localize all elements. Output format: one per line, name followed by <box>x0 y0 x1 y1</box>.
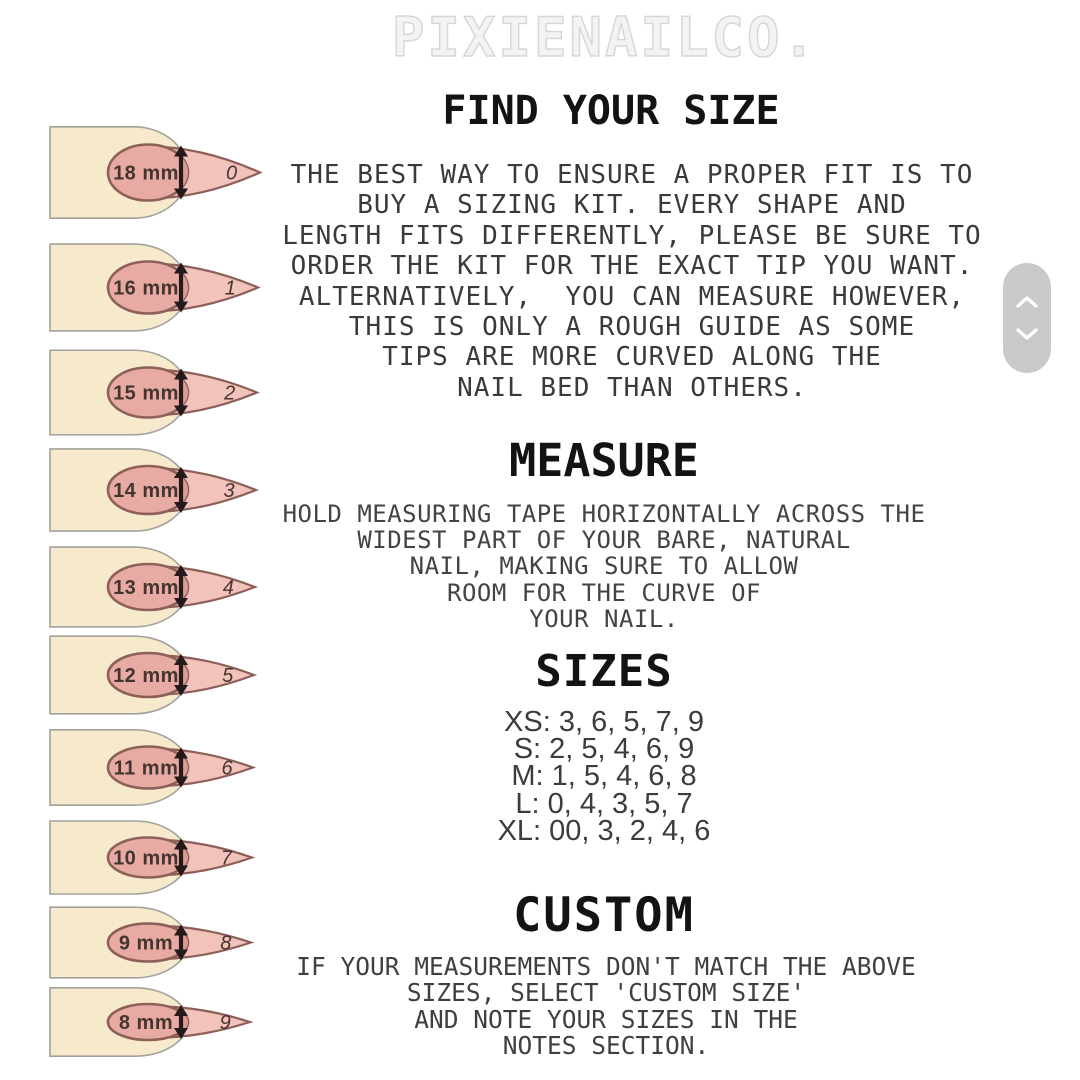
nail-row <box>42 121 282 224</box>
nail-row <box>42 724 282 811</box>
nail-width-label: 8 mm <box>118 1012 174 1034</box>
custom-line: IF YOUR MEASUREMENTS DON'T MATCH THE ABOVE <box>296 952 916 981</box>
nail-size-number: 2 <box>224 382 236 404</box>
nail-row <box>42 344 282 441</box>
nail-illustration <box>42 901 282 984</box>
nail-illustration <box>42 344 282 441</box>
intro-line: THIS IS ONLY A ROUGH GUIDE AS SOME <box>348 312 916 343</box>
nail-width-label: 13 mm <box>113 577 179 599</box>
nail-row <box>42 541 282 633</box>
chevron-up-icon <box>1014 294 1040 310</box>
intro-line: ORDER THE KIT FOR THE EXACT TIP YOU WANT. <box>290 251 974 282</box>
measure-line: YOUR NAIL. <box>529 604 679 633</box>
measure-paragraph <box>264 501 944 632</box>
sizes-title: SIZES <box>535 646 673 697</box>
nail-row <box>42 901 282 984</box>
scroll-control <box>1003 263 1051 373</box>
nail-width-label: 10 mm <box>113 847 179 869</box>
intro-line: BUY A SIZING KIT. EVERY SHAPE AND <box>357 190 907 221</box>
intro-line: ALTERNATIVELY, YOU CAN MEASURE HOWEVER, <box>298 281 966 312</box>
custom-paragraph <box>264 954 948 1059</box>
nail-illustration <box>42 982 282 1062</box>
nail-row <box>42 982 282 1062</box>
scroll-down-button[interactable] <box>1013 325 1041 343</box>
nail-width-label: 12 mm <box>113 665 179 687</box>
measure-title: MEASURE <box>509 434 699 487</box>
size-row: XS: 3, 6, 5, 7, 9 <box>504 706 704 738</box>
nail-width-label: 9 mm <box>118 932 174 954</box>
custom-line: AND NOTE YOUR SIZES IN THE <box>414 1004 798 1034</box>
page-title: FIND YOUR SIZE <box>442 88 780 134</box>
intro-line: NAIL BED THAN OTHERS. <box>457 372 807 403</box>
nail-row <box>42 815 282 900</box>
nail-size-chart <box>42 0 282 1080</box>
nail-illustration <box>42 443 282 537</box>
nail-size-number: 7 <box>220 847 233 869</box>
nail-size-number: 9 <box>219 1012 231 1034</box>
nail-size-number: 1 <box>224 277 236 299</box>
chevron-down-icon <box>1014 326 1040 342</box>
custom-title: CUSTOM <box>513 888 695 943</box>
sizes-list <box>264 706 944 847</box>
nail-size-number: 3 <box>223 480 235 502</box>
nail-size-number: 6 <box>221 757 233 779</box>
nail-width-label: 14 mm <box>113 480 179 502</box>
nail-size-number: 8 <box>220 932 232 954</box>
measure-line: NAIL, MAKING SURE TO ALLOW <box>409 552 799 581</box>
custom-line: NOTES SECTION. <box>502 1030 710 1060</box>
nail-illustration <box>42 121 282 224</box>
scroll-up-button[interactable] <box>1013 293 1041 311</box>
intro-line: THE BEST WAY TO ENSURE A PROPER FIT IS TO <box>290 160 974 190</box>
nail-size-number: 4 <box>222 577 234 599</box>
nail-width-label: 11 mm <box>113 757 179 779</box>
nail-width-label: 15 mm <box>113 382 179 404</box>
size-row: S: 2, 5, 4, 6, 9 <box>513 733 695 766</box>
size-row: XL: 00, 3, 2, 4, 6 <box>497 814 711 847</box>
measure-line: ROOM FOR THE CURVE OF <box>447 578 761 607</box>
nail-illustration <box>42 630 282 720</box>
nail-size-number: 5 <box>222 665 234 687</box>
measure-line: WIDEST PART OF YOUR BARE, NATURAL <box>357 526 851 555</box>
custom-line: SIZES, SELECT 'CUSTOM SIZE' <box>406 978 806 1008</box>
nail-illustration <box>42 238 282 337</box>
nail-illustration <box>42 815 282 900</box>
measure-line: HOLD MEASURING TAPE HORIZONTALLY ACROSS THE <box>282 500 926 528</box>
intro-line: LENGTH FITS DIFFERENTLY, PLEASE BE SURE TO <box>282 220 982 251</box>
size-row: M: 1, 5, 4, 6, 8 <box>511 760 697 793</box>
nail-width-label: 18 mm <box>113 162 179 184</box>
nail-size-number: 0 <box>225 162 238 184</box>
intro-line: TIPS ARE MORE CURVED ALONG THE <box>382 342 882 373</box>
nail-row <box>42 238 282 337</box>
nail-illustration <box>42 724 282 811</box>
nail-row <box>42 630 282 720</box>
size-row: L: 0, 4, 3, 5, 7 <box>515 787 693 820</box>
nail-illustration <box>42 541 282 633</box>
brand-logo: PIXIENAILCO. <box>391 6 819 69</box>
intro-paragraph <box>262 160 1002 403</box>
nail-row <box>42 443 282 537</box>
nail-width-label: 16 mm <box>113 277 179 299</box>
